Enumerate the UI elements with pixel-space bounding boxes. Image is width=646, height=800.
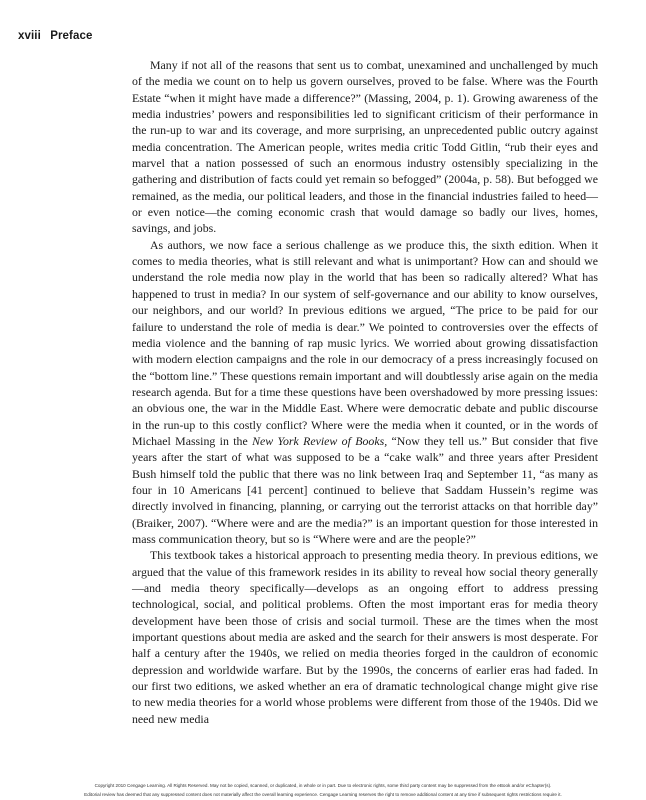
copyright-footer [2,782,644,799]
paragraph-2-text-a: As authors, we now face a serious challenge as we produce this, the sixth edition. When it comes to media theories, what is still relevant and what is unimportant? How can and should we understand the role media now play in the world that has been so radically altered? What has happened to trust in media? In our system of self-governance and our ability to know ourselves, our neighbors, and our world? In previous editions we argued, “The price to be paid for our failure to understand the role of media is dear.” We pointed to controversies over the effects of media violence and the banning of rap music lyrics. We worried about growing dissatisfaction with modern election campaigns and the role in our democracy of a press increasingly focused on the “bottom line.” These questions remain important and will doubtlessly arise again on the media research agenda. But for a time these questions have been overshadowed by more pressing issues: an obvious one, the war in the Middle East. Where were democratic debate and public discourse in the run-up to this costly conflict? Where were the media when it counted, or in the words of Michael Massing in the [132,237,598,448]
paragraph-2-text-b: “Now they tell us.” But consider that five years after the start of what was supposed to be a “cake walk” and three years after President Bush himself told the public that there was no link between Iraq and September 11, “as many as four in 10 Americans [41 percent] continued to believe that Saddam Hussein’s regime was directly involved in financing, planning, or carrying out the terrorist attacks on that horrible day” (Braiker, 2007). “Where were and are the media?” is an important question for those interested in mass communication theory, but so is “Where were and are the people?” [132,433,598,546]
page-number: xviii [18,30,41,42]
copyright-line-1: Copyright 2010 Cengage Learning. All Rights Reserved. May not be copied, scanned, or duplicated, in whole or in part. Due to electronic rights, some third party content may be suppressed from the eBook and/or eChapter(s). [94,783,552,788]
paragraph-3: This textbook takes a historical approach to presenting media theory. In previous editions, we argued that the value of this framework resides in its ability to reveal how social theory generally—and media theory specifically—develops as an ongoing effort to address pressing technological, social, and political problems. Often the most important eras for media theory development have been those of crisis and social turmoil. These are the times when the most important questions about media are asked and the search for their answers is most desperate. For half a century after the 1940s, we relied on media theories forged in the cauldron of economic depression and worldwide warfare. But by the 1990s, the concerns of earlier eras had faded. In our first two editions, we asked whether an era of dramatic technological change might give rise to new media theories for a world whose problems were different from those of the 1940s. Did we need new media [132,548,598,726]
paragraph-2 [132,237,598,548]
journal-title: New York Review of Books, [252,433,388,448]
running-head [18,30,92,42]
copyright-line-2: Editorial review has deemed that any suppressed content does not materially affect the overall learning experience. Cengage Learning reserves the right to remove additional content at any time if subsequent rights restrictions require it. [84,791,562,797]
body-text [132,57,598,727]
paragraph-1: Many if not all of the reasons that sent us to combat, unexamined and unchallenged by much of the media we count on to help us govern ourselves, proved to be false. Where was the Fourth Estate “when it might have made a difference?” (Massing, 2004, p. 1). Growing awareness of the media industries’ powers and responsibilities led to significant criticism of their performance in the run-up to war and its coverage, and more surprising, an unprecedented public outcry against media concentration. The American people, writes media critic Todd Gitlin, “rub their eyes and marvel that a nation possessed of such an enormous industry ostensibly specializing in the gathering and distribution of facts could yet remain so befogged” (2004a, p. 58). But befogged we remained, as the media, our political leaders, and those in the financial industries failed to heed—or even notice—the coming economic crash that would damage so badly our lives, homes, savings, and jobs. [132,58,598,236]
section-title: Preface [50,30,93,42]
